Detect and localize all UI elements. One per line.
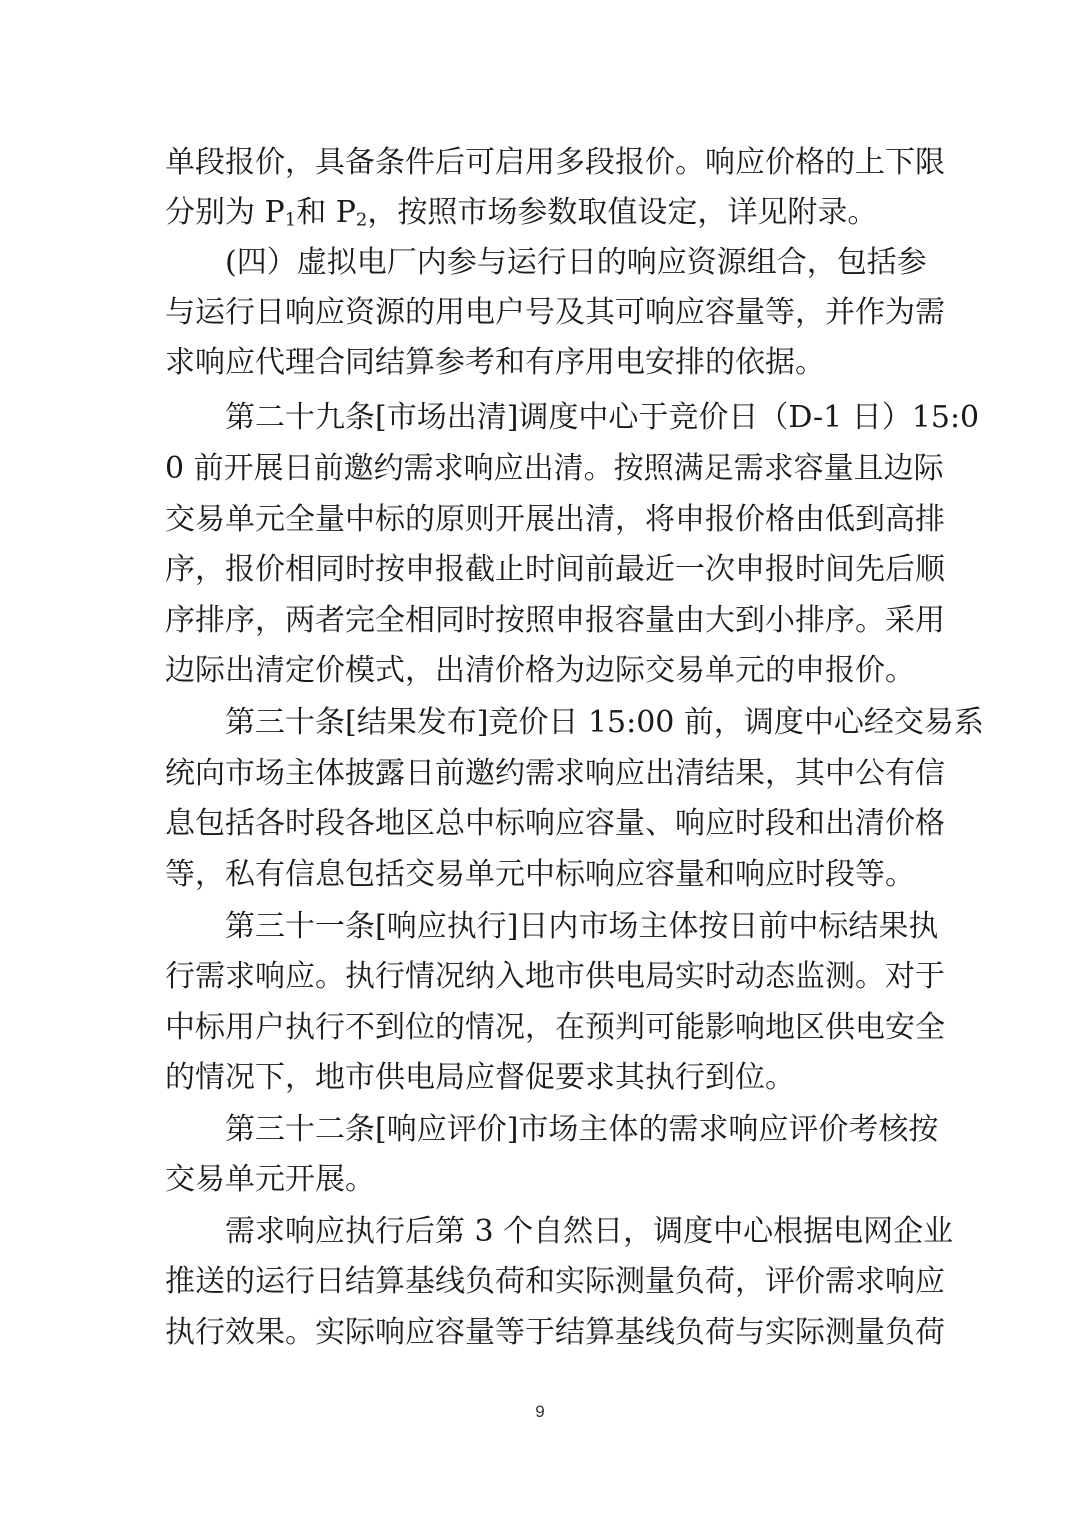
- body-text-line: 等，私有信息包括交易单元中标响应容量和响应时段等。: [165, 857, 915, 892]
- body-text-line: 单段报价，具备条件后可启用多段报价。响应价格的上下限: [165, 145, 945, 180]
- text-fragment: 和 P: [296, 195, 356, 230]
- body-text-line: 需求响应执行后第 3 个自然日，调度中心根据电网企业: [225, 1214, 954, 1249]
- body-text-line: 息包括各时段各地区总中标响应容量、响应时段和出清价格: [165, 806, 945, 841]
- body-text-line: 与运行日响应资源的用电户号及其可响应容量等，并作为需: [165, 295, 945, 330]
- body-text-line: 统向市场主体披露日前邀约需求响应出清结果，其中公有信: [165, 756, 945, 791]
- body-text-line: 第三十二条[响应评价]市场主体的需求响应评价考核按: [225, 1112, 939, 1147]
- text-fragment: 分别为 P: [165, 195, 285, 230]
- body-text-line: [165, 193, 925, 233]
- body-text-line: 求响应代理合同结算参考和有序用电安排的依据。: [165, 345, 825, 380]
- body-text-line: 第二十九条[市场出清]调度中心于竞价日（D-1 日）15:0: [225, 400, 980, 435]
- body-text-line: (四）虚拟电厂内参与运行日的响应资源组合，包括参: [225, 245, 927, 280]
- subscript: 2: [355, 209, 368, 231]
- body-text-line: 交易单元开展。: [165, 1162, 375, 1197]
- body-text-line: 0 前开展日前邀约需求响应出清。按照满足需求容量且边际: [165, 451, 944, 486]
- body-text-line: 的情况下，地市供电局应督促要求其执行到位。: [165, 1060, 795, 1095]
- body-text-line: 第三十条[结果发布]竞价日 15:00 前，调度中心经交易系: [225, 705, 984, 740]
- body-text-line: 序，报价相同时按申报截止时间前最近一次申报时间先后顺: [165, 552, 945, 587]
- body-text-line: 交易单元全量中标的原则开展出清，将申报价格由低到高排: [165, 502, 945, 537]
- body-text-line: 中标用户执行不到位的情况，在预判可能影响地区供电安全: [165, 1010, 945, 1045]
- page-number: 9: [535, 1402, 545, 1421]
- body-text-line: 执行效果。实际响应容量等于结算基线负荷与实际测量负荷: [165, 1315, 945, 1350]
- body-text-line: 推送的运行日结算基线负荷和实际测量负荷，评价需求响应: [165, 1264, 945, 1299]
- body-text-line: 边际出清定价模式，出清价格为边际交易单元的申报价。: [165, 653, 915, 688]
- body-text-line: 行需求响应。执行情况纳入地市供电局实时动态监测。对于: [165, 959, 945, 994]
- body-text-line: 序排序，两者完全相同时按照申报容量由大到小排序。采用: [165, 603, 945, 638]
- body-text-line: 第三十一条[响应执行]日内市场主体按日前中标结果执: [225, 909, 939, 944]
- text-fragment: ，按照市场参数取值设定，详见附录。: [367, 195, 878, 230]
- subscript: 1: [284, 209, 297, 231]
